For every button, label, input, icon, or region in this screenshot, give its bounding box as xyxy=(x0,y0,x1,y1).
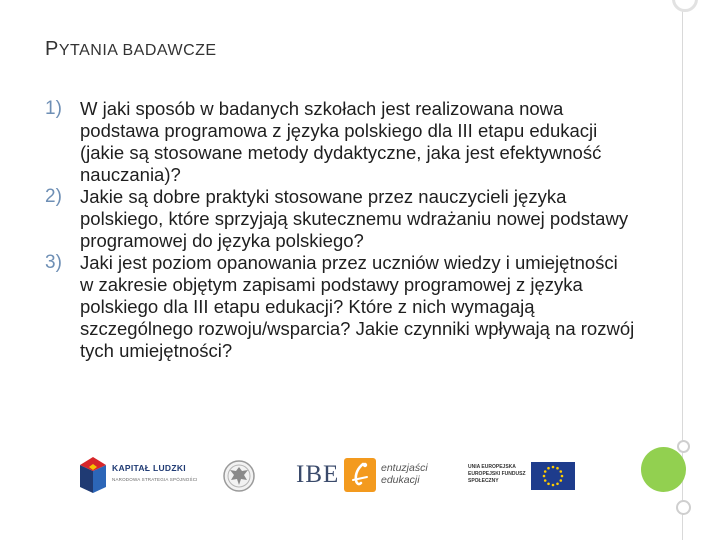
research-questions-list xyxy=(45,98,635,362)
polish-eagle-emblem xyxy=(222,458,256,494)
decor-circle-green xyxy=(641,447,686,492)
decor-circle-small xyxy=(677,440,690,453)
entuzjasci-edukacji-logo xyxy=(344,458,454,494)
entuzjasci-mark-icon xyxy=(344,458,376,492)
partner-logos xyxy=(80,455,580,500)
entuzjasci-text: entuzjaści edukacji xyxy=(381,462,428,486)
question-text: Jaki jest poziom opanowania przez uczniów wiedzy i umiejętności w zakresie objętym zapisami podstawy programowej z języka polskiego dla III etapu edukacji? Które z nich wymagają szczególnego rozwoju/wsparcia? Jakie czynniki wpływają na rozwój tych umiejętności? xyxy=(80,252,635,361)
title-first-letter: P xyxy=(45,38,59,60)
eu-text: UNIA EUROPEJSKA EUROPEJSKI FUNDUSZ SPOŁECZNY xyxy=(468,464,526,484)
eu-logo xyxy=(468,460,578,492)
kapital-ludzki-logo xyxy=(80,457,198,493)
question-number: 1) xyxy=(45,98,62,119)
question-number: 2) xyxy=(45,186,62,207)
question-text: W jaki sposób w badanych szkołach jest realizowana nowa podstawa programowa z języka polskiego dla III etapu edukacji (jakie są stosowane metody dydaktyczne, jaka jest efektywność nauczania)? xyxy=(80,98,602,185)
title-rest: YTANIA BADAWCZE xyxy=(58,42,217,59)
kapital-ludzki-subtitle: NARODOWA STRATEGIA SPÓJNOŚCI xyxy=(112,477,198,482)
ibe-logo: IBE xyxy=(296,461,340,488)
decor-circle-top xyxy=(672,0,698,12)
question-text: Jakie są dobre praktyki stosowane przez nauczycieli języka polskiego, które sprzyjają skutecznemu wdrażaniu nowej podstawy programowej do języka polskiego? xyxy=(80,186,629,251)
eagle-icon xyxy=(222,458,256,494)
kapital-ludzki-name: KAPITAŁ LUDZKI xyxy=(112,463,186,473)
kapital-ludzki-mark-icon xyxy=(80,457,106,493)
question-number: 3) xyxy=(45,252,62,273)
question-item xyxy=(45,186,635,252)
question-item xyxy=(45,252,635,362)
slide-title xyxy=(45,38,217,61)
decor-circle-bottom xyxy=(676,500,691,515)
question-item xyxy=(45,98,635,186)
eu-flag-icon xyxy=(531,462,575,490)
